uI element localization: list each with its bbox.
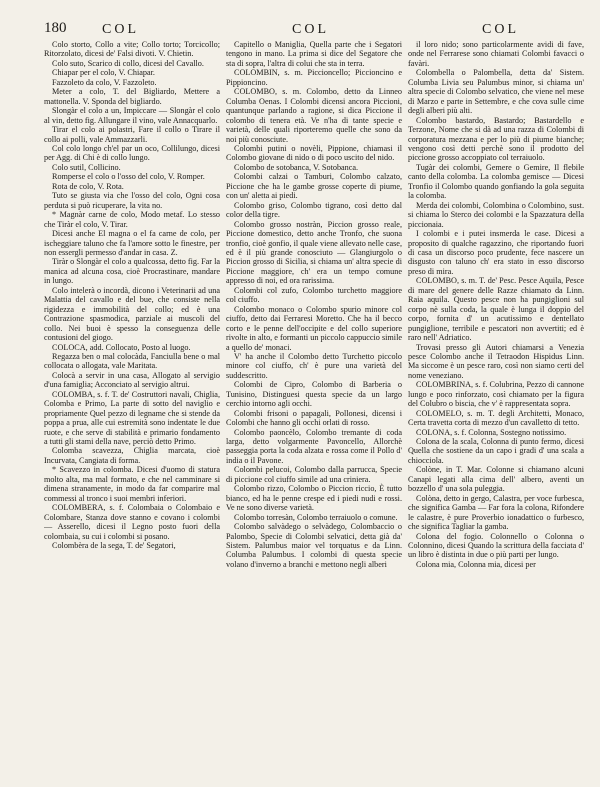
dictionary-entry: Colo storto, Collo a vite; Collo torto; Torcicollo; Ritorzolato, dicesi de' Falsi divoti. V. Chietin.	[44, 40, 220, 59]
dictionary-entry: Colombèra de la sega, T. de' Segatori,	[52, 541, 176, 551]
dictionary-entry: Tuto se giusta via che l'osso del colo, Ogni cosa perduta si può ricuperare, la vita no.	[44, 191, 220, 210]
dictionary-entry: Colocà a servir in una casa, Allogato al servigio d'una famiglia; Acconciato al servigio altrui.	[44, 370, 220, 390]
dictionary-entry: Colombo salvàdego o selvàdego, Colombaccio o Palombo, Specie di Colombi selvatici, detta già da' Sistem. Palumbus maior vel torquatus e da Linn. Columba Palumbus. I colombi di questa specie volano d'inverno a branchi e mettono negli alberi	[226, 522, 402, 569]
dictionary-entry: Colombo monaco o Colombo spurio minore col ciuffo, detto dai Ferraresi Moretto. Che ha il becco corto e le penne dell'occipite e del collo superiore rivolte in alto, e formanti un piccolo cappuccio simile a quello de' monaci.	[226, 304, 402, 352]
dictionary-entry: Colombi pelucoi, Colombo dalla parrucca, Specie di piccione col ciuffo simile ad una criniera.	[226, 465, 402, 484]
dictionary-entry: Colombi putini o novèli, Pippione, chiamasi il Colombo giovane di nido o di poco uscito del nido.	[226, 143, 402, 163]
dictionary-entry: Colombo bastardo, Bastardo; Bastardello e Terzone, Nome che si dà ad una razza di Colombi di corporatura mezzana e per lo più di piume bianche; vengono così detti perchè sono il prodotto del piccione grosso accoppiato col terraiuolo.	[408, 115, 584, 163]
page-number: 180	[44, 20, 67, 36]
column-3	[408, 40, 584, 778]
dictionary-entry: COLOMBIN, s. m. Piccioncello; Piccioncino e Pippioncino.	[226, 68, 402, 87]
dictionary-entry: Merda dei colombi, Colombina o Colombino, sust. si chiama lo Sterco dei colombi e la Spazzatura della piccionaia.	[408, 200, 584, 229]
dictionary-entry: COLOMBERA, s. f. Colombaia o Colombaio e Colombare, Stanza dove stanno e covano i colombi — Asserello, dicesi il Legno posto fuori della colombaia, su cui i colombi si posano.	[44, 503, 220, 541]
dictionary-entry: V' ha anche il Colombo detto Turchetto piccolo minore col ciuffo, ch' è pure una varietà del suddescritto.	[226, 351, 402, 380]
dictionary-entry: Colo suto, Scarico di collo, dicesi del Cavallo.	[52, 58, 204, 68]
dictionary-entry: Col colo longo ch'el par un oco, Collilungo, dicesi per Agg. di Chi è di collo lungo.	[44, 143, 220, 163]
dictionary-entry: Tirar el colo ai polastri, Fare il collo o Tirare il collo ai polli, vale Ammazzarli.	[44, 125, 220, 144]
dictionary-entry: COLOCA, add. Collocato, Posto al luogo.	[52, 342, 191, 352]
dictionary-entry: Colona de la scala, Colonna di punto fermo, dicesi Quella che sostiene da un capo i gradi d' una scala a chiocciola.	[408, 437, 584, 465]
dictionary-entry: COLOMBO, s. m. Colombo, detto da Linneo Columba Oenas. I Colombi dicensi ancora Piccioni, quantunque parlando a ragione, si dica Piccione il colombo di tenera età. Ve n'ha di tante specie e varietà, delle quali riporteremo quelle che sono da noi più conosciute.	[226, 87, 402, 144]
dictionary-entry: Colombo grosso nostràn, Piccion grosso reale, Piccione domestico, detto anche Tronfo, che suona tronfio, cioè gonfio, il quale viene allevato nelle case, ed è il più grande conosciuto — Glangiurgolo o Piccion grosso di Sicilia, si chiama un' altra specie di Piccione maggiore, ch' era un tempo comune appresso di noi, ed ora rarissima.	[226, 219, 402, 286]
dictionary-entry: COLOMBRINA, s. f. Colubrina, Pezzo di cannone lungo e poco rinforzato, così chiamato per la figura del Colubro o biscia, che v' è rappresentata sopra.	[408, 380, 584, 409]
dictionary-entry: Colombo torresàn, Colombo terraiuolo o comune.	[234, 512, 398, 522]
dictionary-entry: Colona del fogio. Colonnello o Colonna o Colonnino, dicesi Quando la scrittura della facciata d' un libro è distinta in due o più parti per lungo.	[408, 531, 584, 560]
dictionary-entry: COLOMBA, s. f. T. de' Costruttori navali, Chiglia, Colomba e Primo, La parte di sotto del naviglio e propriamente Quel pezzo di legname che si stende da poppa a prua, alle cui estremità sono indentate le due ruote, e che serve di stabilità e primario fondamento a tutti gli stami della nave, perciò detto Primo.	[44, 389, 220, 447]
dictionary-entry: COLOMBO, s. m. T. de' Pesc. Pesce Aquila, Pesce di mare del genere delle Razze chiamato da Linn. Raia aquila. Questo pesce non ha pungiglioni sul corpo nè sulla coda, la quale è lunga il doppio del corpo, fornita d' un acutissimo e dentellato pungiglione, terribile e pescatori non avvertiti; ed è raro nell' Adriatico.	[408, 276, 584, 343]
dictionary-entry: Colombella o Palombella, detta da' Sistem. Columba Livia seu Palumbus minor, si chiama un' altra specie di Colombo selvatico, che viene nel mese di Marzo e parte in Settembre, e che cova sulle cime degli alberi più alti.	[408, 68, 584, 116]
dictionary-entry: Meter a colo, T. del Bigliardo, Mettere a mattonella. V. Sponda del bigliardo.	[44, 87, 220, 106]
running-head-left: COL	[102, 22, 139, 37]
running-head-center: COL	[292, 22, 329, 37]
dictionary-entry: I colombi e i putei insmerda le case. Dicesi a proposito di qualche ragazzino, che riportando fuori di casa un discorso poco prudente, fece nascere un disgusto con taluno ch' era stato in esso discorso preso di mira.	[408, 229, 584, 276]
dictionary-entry: * Scavezzo in colomba. Dicesi d'uomo di statura molto alta, ma mal formato, e che nel camminare si dimena stranamente, in modo da far comparire mal commessi al tronco i suoi membri inferiori.	[44, 465, 220, 503]
dictionary-entry: Colo sutil, Collicino.	[52, 162, 121, 172]
dictionary-entry: Colombo paoncèlo, Colombo tremante di coda larga, detto volgarmente Pavoncello, Allorchè passeggia porta la coda alzata e rossa come il Pollo d' india o il Pavone.	[226, 427, 402, 465]
dictionary-entry: Tugàr dei colombi, Gemere o Gemire, Il flebile canto della colomba. La colomba gemisce — Dicesi Tronfio il Colombo quando gonfiando la gola seguita la colomba.	[408, 162, 584, 201]
dictionary-entry: Chiapar per el colo, V. Chiapar.	[52, 68, 155, 78]
text-columns	[44, 40, 584, 778]
dictionary-entry: Colombi calzai o Tamburi, Colombo calzato, Piccione che ha le gambe grosse coperte di piume, con un' aletta ai piedi.	[226, 172, 402, 201]
dictionary-entry: * Magnàr carne de colo, Modo metaf. Lo stesso che Tiràr el colo, V. Tirar.	[44, 210, 220, 229]
dictionary-entry: Colombi col zufo, Colombo turchetto maggiore col ciuffo.	[226, 285, 402, 305]
column-2	[226, 40, 402, 778]
dictionary-entry: Dicesi anche El magna o el fa carne de colo, per ischeggiare taluno che fa l'amore sotto le finestre, per non essergli permesso d'andar in casa. Z.	[44, 229, 220, 257]
dictionary-entry: Colòne, in T. Mar. Colonne si chiamano alcuni Canapi legati alla cima dell' albero, aventi un bozzello d' una sola puleggia.	[408, 465, 584, 494]
dictionary-entry: Colombo de sotobanca, V. Sotobanca.	[234, 162, 359, 172]
dictionary-entry: COLONA, s. f. Colonna, Sostegno notissimo.	[416, 427, 567, 437]
dictionary-entry: Colombi de Cipro, Colombo di Barberia o Tunisino, Distinguesi questa specie da un largo cerchio intorno agli occhi.	[226, 380, 402, 409]
dictionary-entry: Colomba scavezza, Chiglia marcata, cioè Incurvata, Cangiata di forma.	[44, 446, 220, 465]
dictionary-entry: Tiràr o Slongàr el colo a qualcossa, detto fig. Far la manica ad alcuna cosa, cioè Procrastinare, mandare in lungo.	[44, 257, 220, 286]
dictionary-entry: Colo intelerà o incordà, dicono i Veterinarii ad una Malattia del cavallo e del bue, che consiste nella rigidezza e immobilità del collo; ed è una Contrazione spasmodica, parziale ai muscoli del collo. Nei buoi è spesso la conseguenza delle contusioni del giogo.	[44, 285, 220, 343]
dictionary-entry: il loro nido; sono particolarmente avidi di fave, onde nel Ferrarese sono chiamati Colombi favacci o favàri.	[408, 40, 584, 68]
dictionary-entry: Fazzoleto da colo, V. Fazzoleto.	[52, 77, 157, 87]
dictionary-entry: Romperse el colo o l'osso del colo, V. Romper.	[52, 172, 205, 182]
dictionary-entry: COLOMELO, s. m. T. degli Architetti, Monaco, Certa travetta corta di mezzo d'un cavalletto di tetto.	[408, 408, 584, 428]
dictionary-entry: Colombo griso, Colombo tigrano, così detto dal color della tigre.	[226, 200, 402, 220]
dictionary-entry: Colombo rizzo, Colombo o Piccion riccio, È tutto bianco, ed ha le penne crespe ed i piedi nudi e rossi. Ve ne sono diverse varietà.	[226, 484, 402, 513]
dictionary-entry: Regazza ben o mal colocàda, Fanciulla bene o mal collocata o allogata, vale Maritata.	[44, 351, 220, 371]
dictionary-entry: Colòna, detto in gergo, Calastra, per voce furbesca, che significa Gamba — Far fora la colona, Rifondere le calastre, è pure Proverbio ionadattico o furbesco, che significa Tagliar la gamba.	[408, 493, 584, 532]
dictionary-entry: Colombi frisoni o papagali, Pollonesi, dicensi i Colombi che hanno gli occhi orlati di rosso.	[226, 408, 402, 428]
dictionary-entry: Rota de colo, V. Rota.	[52, 181, 124, 191]
dictionary-entry: Trovasi presso gli Autori chiamarsi a Venezia pesce Colombo anche il Tetraodon Hispidus Linn. Ma siccome è un pesce raro, così non siamo certi del nome veneziano.	[408, 342, 584, 380]
dictionary-entry: Colona mia, Colonna mia, dicesi per	[416, 559, 536, 569]
column-1	[44, 40, 220, 778]
dictionary-entry: Slongàr el colo a un, Impiccare — Slongàr el colo al vin, detto fig. Allungare il vino, vale Annacquarlo.	[44, 106, 220, 125]
running-head-right: COL	[482, 22, 519, 37]
dictionary-entry: Capitello o Maniglia, Quella parte che i Segatori tengono in mano. La prima si dice del Segatore che sta di sopra, l'altra di colui che sta in terra.	[226, 40, 402, 68]
page-header	[44, 20, 582, 40]
